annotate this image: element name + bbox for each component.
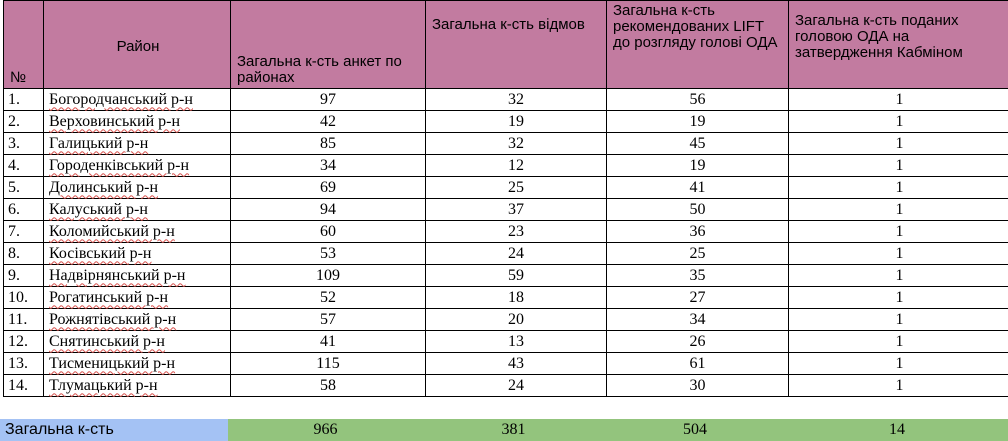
district-name-text: Надвірнянський р-н [49, 266, 186, 284]
district-name-text: Долинський р-н [49, 178, 158, 196]
district-name [44, 155, 231, 177]
header-refusals: Загальна к-сть відмов [426, 1, 607, 89]
row-number: 1. [4, 89, 44, 111]
cell-refusals: 19 [426, 111, 607, 133]
row-number: 9. [4, 265, 44, 287]
cell-total-applications: 57 [231, 309, 426, 331]
cell-refusals: 32 [426, 89, 607, 111]
row-number: 14. [4, 375, 44, 397]
cell-recommended: 50 [607, 199, 789, 221]
header-district: Район [44, 1, 231, 89]
cell-total-applications: 34 [231, 155, 426, 177]
row-number: 13. [4, 353, 44, 375]
table-row [4, 111, 1008, 133]
cell-refusals: 25 [426, 177, 607, 199]
table-row [4, 375, 1008, 397]
cell-refusals: 24 [426, 375, 607, 397]
table-row [4, 353, 1008, 375]
cell-refusals: 43 [426, 353, 607, 375]
district-name-text: Тисменицький р-н [49, 354, 176, 372]
cell-recommended: 35 [607, 265, 789, 287]
district-name [44, 331, 231, 353]
cell-recommended: 26 [607, 331, 789, 353]
district-name [44, 265, 231, 287]
table-row [4, 265, 1008, 287]
district-name-text: Городенківський р-н [49, 156, 190, 174]
cell-total-applications: 94 [231, 199, 426, 221]
cell-total-applications: 41 [231, 331, 426, 353]
district-name-text: Рожнятівський р-н [49, 310, 177, 328]
cell-refusals: 37 [426, 199, 607, 221]
cell-refusals: 24 [426, 243, 607, 265]
cell-total-applications: 85 [231, 133, 426, 155]
row-number: 8. [4, 243, 44, 265]
row-number: 6. [4, 199, 44, 221]
row-number: 12. [4, 331, 44, 353]
district-name-text: Калуський р-н [49, 200, 148, 218]
district-name-text: Снятинський р-н [49, 332, 165, 350]
header-submitted: Загальна к-сть поданих головою ОДА на затвердження Кабміном [789, 1, 1008, 89]
row-number: 11. [4, 309, 44, 331]
cell-recommended: 19 [607, 155, 789, 177]
totals-recommended: 504 [683, 421, 707, 438]
cell-total-applications: 60 [231, 221, 426, 243]
cell-refusals: 18 [426, 287, 607, 309]
district-name-text: Верховинський р-н [49, 112, 181, 130]
cell-recommended: 45 [607, 133, 789, 155]
row-number: 4. [4, 155, 44, 177]
district-name-text: Косівський р-н [49, 244, 152, 262]
cell-submitted: 1 [789, 353, 1008, 375]
row-number: 10. [4, 287, 44, 309]
cell-recommended: 27 [607, 287, 789, 309]
cell-total-applications: 58 [231, 375, 426, 397]
cell-recommended: 25 [607, 243, 789, 265]
cell-refusals: 20 [426, 309, 607, 331]
cell-recommended: 56 [607, 89, 789, 111]
cell-refusals: 32 [426, 133, 607, 155]
cell-submitted: 1 [789, 309, 1008, 331]
table-row [4, 89, 1008, 111]
cell-total-applications: 97 [231, 89, 426, 111]
district-name [44, 133, 231, 155]
cell-total-applications: 53 [231, 243, 426, 265]
row-number: 7. [4, 221, 44, 243]
district-name-text: Богородчанський р-н [49, 90, 193, 108]
cell-total-applications: 42 [231, 111, 426, 133]
district-name-text: Тлумацький р-н [49, 376, 158, 394]
table-row [4, 221, 1008, 243]
totals-applications: 966 [313, 421, 338, 438]
cell-recommended: 36 [607, 221, 789, 243]
cell-recommended: 30 [607, 375, 789, 397]
district-name [44, 89, 231, 111]
totals-refusals: 381 [501, 421, 526, 438]
cell-total-applications: 109 [231, 265, 426, 287]
district-name [44, 221, 231, 243]
cell-submitted: 1 [789, 221, 1008, 243]
cell-submitted: 1 [789, 155, 1008, 177]
table-header-row [4, 1, 1008, 89]
table-row [4, 331, 1008, 353]
cell-submitted: 1 [789, 265, 1008, 287]
row-number: 3. [4, 133, 44, 155]
cell-submitted: 1 [789, 111, 1008, 133]
district-name-text: Коломийський р-н [49, 222, 175, 240]
totals-label: Загальна к-сть [0, 419, 228, 441]
district-name [44, 199, 231, 221]
district-name [44, 177, 231, 199]
table-row [4, 287, 1008, 309]
table-row [4, 309, 1008, 331]
cell-submitted: 1 [789, 243, 1008, 265]
cell-submitted: 1 [789, 133, 1008, 155]
header-recommended: Загальна к-сть рекомендованих LIFT до розгляду голові ОДА [607, 1, 789, 89]
district-name [44, 309, 231, 331]
cell-submitted: 1 [789, 287, 1008, 309]
cell-submitted: 1 [789, 331, 1008, 353]
header-number: № [4, 1, 44, 89]
district-name [44, 287, 231, 309]
district-name-text: Галицький р-н [49, 134, 149, 152]
table-row [4, 243, 1008, 265]
district-name [44, 353, 231, 375]
cell-recommended: 34 [607, 309, 789, 331]
row-number: 5. [4, 177, 44, 199]
table-row [4, 199, 1008, 221]
cell-recommended: 61 [607, 353, 789, 375]
cell-submitted: 1 [789, 177, 1008, 199]
cell-recommended: 41 [607, 177, 789, 199]
totals-row [0, 419, 1008, 441]
row-number: 2. [4, 111, 44, 133]
cell-total-applications: 69 [231, 177, 426, 199]
district-name [44, 243, 231, 265]
cell-recommended: 19 [607, 111, 789, 133]
table-row [4, 155, 1008, 177]
table-body [4, 89, 1008, 397]
totals-submitted: 14 [889, 421, 905, 438]
district-name [44, 375, 231, 397]
district-summary-table [3, 0, 1008, 397]
table-row [4, 133, 1008, 155]
district-name [44, 111, 231, 133]
cell-submitted: 1 [789, 89, 1008, 111]
district-name-text: Рогатинський р-н [49, 288, 169, 306]
cell-refusals: 13 [426, 331, 607, 353]
cell-submitted: 1 [789, 199, 1008, 221]
cell-refusals: 23 [426, 221, 607, 243]
header-total-applications: Загальна к-сть анкет по районах [231, 1, 426, 89]
table-row [4, 177, 1008, 199]
cell-refusals: 59 [426, 265, 607, 287]
cell-total-applications: 115 [231, 353, 426, 375]
cell-refusals: 12 [426, 155, 607, 177]
cell-total-applications: 52 [231, 287, 426, 309]
totals-values [228, 419, 1008, 441]
cell-submitted: 1 [789, 375, 1008, 397]
